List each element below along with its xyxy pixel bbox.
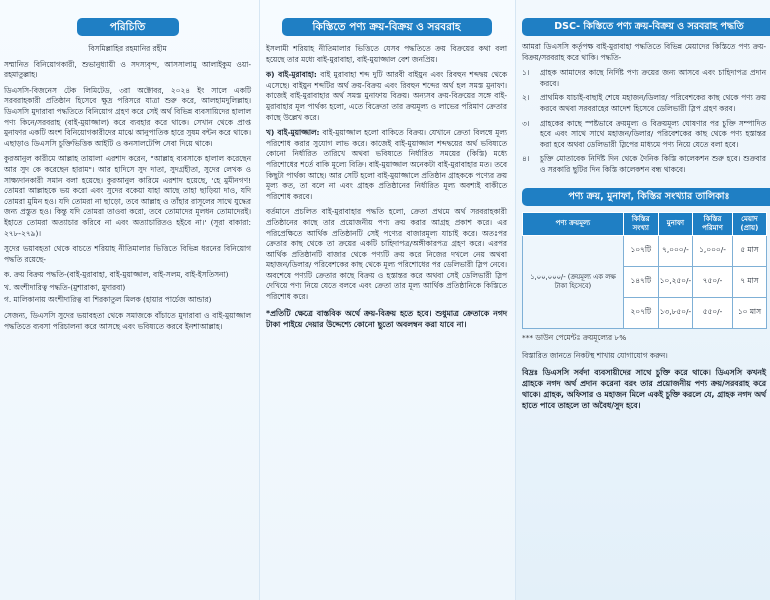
table-cell: ১০,২৫০/-: [658, 266, 693, 297]
dsc-intro: আমরা ডিএসসি কর্তৃপক্ষ বাই-মুরাবাহা পদ্ধতিতে বিভিন্ন মেয়াদের কিস্তিতে পণ্য ক্রয়- বিক্রয়/সরবরাহ করে থাকি। পদ্ধতি-: [522, 42, 766, 62]
important-note: *প্রতিটি ক্ষেত্রে বাস্তবিক অর্থে ক্রয়-বিক্রয় হতে হবে। শুধুমাত্র ক্রেতাকে নগদ টাকা পাইয়ে দেয়ার উদ্দেশ্যে কোনো ছুতো অবলম্বন করা যাবে না।: [266, 308, 507, 329]
method-item: গ. মালিকানায় অংশীদারিত্ব বা শিরকাতুল মিলক (হায়ার পার্চেজ আন্ডার): [4, 295, 212, 305]
process-step: [522, 119, 766, 151]
table-cell: ১৩,৮৫০/-: [658, 297, 693, 328]
table-cell: ১৪৭টি: [623, 266, 658, 297]
murabaha-definition: [266, 70, 507, 123]
step-text: গ্রাহকের কাছে স্পষ্টভাবে ক্রয়মূল্য ও বিক্রয়মূল্য ঘোষণার পর চুক্তি সম্পাদিত হবে এবং সাথে সাথে মহাজন/ডিলার/ পরিবেশকের কাছ থেকে পণ্য হস্তান্তর করা হবে অথবা ডেলিভারী স্লিপের মাধ্যমে পণ্য নিয়ে যেতে বলা হবে।: [540, 118, 766, 149]
greeting: সম্মানিত বিনিয়োগকারী, শুভানুধ্যায়ী ও সদস্যবৃন্দ, আসসালামু আলাইকুম ওয়া- রহমাতুল্লাহ।: [4, 59, 251, 80]
table-row: [523, 235, 767, 266]
step-number: ৪।: [522, 154, 530, 164]
method-item: খ. অংশীদারিত্ব পদ্ধতি-(মুশারাকা, মুদারবা): [4, 282, 126, 292]
closing-text: সেজন্য, ডিএসসি সুদের ভয়াবহতা থেকে সমাজকে বাঁচাতে মুদারাবা ও বাই-মুয়াজ্জাল পদ্ধতিতে ব্যবসা পরিচালনা করে আসছে এবং ভবিষ্যতে করবে ইনশাআল্লাহ।: [4, 311, 251, 331]
section-heading-introduction: পরিচিতি: [77, 18, 179, 36]
table-cell: ১,০০০/-: [693, 235, 733, 266]
process-steps: [522, 68, 766, 175]
murabaha-intro: ইসলামী শরিয়াহ নীতিমালার ভিত্তিতে যেসব পদ্ধতিতে ক্রয় বিক্রয়ের কথা বলা হয়েছে তার মধ্যে বাই-মুরাবাহা, বাই-মুয়াজ্জাল বেশ জনপ্রিয়।: [266, 44, 507, 64]
step-number: ২।: [522, 93, 530, 103]
process-step: [522, 93, 766, 114]
process-step: [522, 68, 766, 89]
company-intro: ডিএসসি-বিজনেস টেক লিমিটেড, ৩রা অক্টোবর, ২০২৪ ইং সালে একটি সরবরাহকারী প্রতিষ্ঠান হিসেবে ক্ষুদ্র পরিসরে যাত্রা শুরু করে, আলহামদুলিল্লাহ। ডিএসসি মুদারাবা পদ্ধতিতে বিনিয়োগ গ্রহণ করে সেই অর্থ বিভিন্ন ব্যবসায়িদের হালাল পণ্য কিনে/সরবরাহ (বাই-মুয়াজ্জাল) করে ব্যবহার করে থাকে। সেখান থেকে প্রাপ্ত মুনাফার একটি অংশ বিনিয়োগকারীদের মাঝে আনুপাতিক হারে সুষম বন্টন করে থাকে। এছাড়াও ডিএসসি চুক্তিভিত্তিক আইটি ও কনসালটেন্সি সেবা দিয়ে থাকে।: [4, 85, 251, 148]
table-header: কিস্তির সংখ্যা: [623, 212, 658, 235]
step-text: চুক্তি মোতাবেক নির্দিষ্ট দিন থেকে দৈনিক কিস্তি কালেকশন শুরু হবে। শুক্রবার ও সরকারি ছুটির দিন কিস্তি কালেকশন বন্ধ থাকবে।: [540, 154, 766, 174]
step-text: প্রাথমিক যাচাই-বাছাই শেষে মহাজন/ডিলার/ পরিবেশকের কাছ থেকে পণ্য ক্রয় করবে অথবা সরবরাহের আদেশ হিসেবে ডেলিভারী স্লিপ গ্রহণ করব।: [540, 93, 766, 113]
current-method-text: বর্তমানে প্রচলিত বাই-মুরাবাহার পদ্ধতি হলো, ক্রেতা প্রথমে অর্থ সরবরাহকারী প্রতিষ্ঠানের কাছে তার প্রয়োজনীয় পণ্য ক্রয় করার আগ্রহ প্রকাশ করে। এর পরিপ্রেক্ষিতে আর্থিক প্রতিষ্ঠানটি সেই পণ্যের বাজারমূল্য যাচাই করে। অতঃপর ক্রেতার কাছ থেকে তা ক্রয়ের একটি চাহিদাপত্র/অঙ্গীকারপত্র গ্রহণ করে। এরপর আর্থিক প্রতিষ্ঠানটি বাজার থেকে পণ্যটি ক্রয় করে নিজের দখলে নেয় অথবা মহাজন/ডিলার/ পরিবেশকের কাছ থেকে মূল্য পরিশোধের পর ডেলিভারী স্লিপ নেবে। অবশেষে পণ্যটি ক্রেতার কাছে বিক্রয় ও হস্তান্তর করে অথবা সেই ডেলিভারী স্লিপ দেখিয়ে পণ্য নিয়ে যেতে বলবে এবং ক্রেতা তার মূল্য আর্থিক প্রতিষ্ঠানিকে কিস্তিতে পরিশোধ করে।: [266, 207, 507, 302]
table-header: মেয়াদ (প্রায়): [732, 212, 766, 235]
table-cell: ৭ মাস: [732, 266, 766, 297]
murabaha-label: ক) বাই-মুরাবাহা:: [266, 70, 317, 80]
muajjal-definition: [266, 128, 507, 202]
table-cell: ১০৭টি: [623, 235, 658, 266]
table-cell: ৫৫০/-: [693, 297, 733, 328]
table-cell: ১০ মাস: [732, 297, 766, 328]
process-step: [522, 154, 766, 175]
table-header: মুনাফা: [658, 212, 693, 235]
quran-quote: কুরআনুল কারীমে আল্লাহ তায়ালা এরশাদ করেন, "আল্লাহ ব্যবসাকে হালাল করেছেন আর সুদ কে করেছেন হারাম"। আর হাদিসে সুদ দাতা, সুদগ্রহীতা, সুদের লেখক ও সাক্ষ্যদানকারী সমান বলা হয়েছে। কুরআনুল কারিমে এরশাদ হয়েছে, 'হে মুমীনগণ! তোমরা আল্লাহকে ভয় করো এবং সুদের বকেয়া যাহা আছে তাহা ছাড়িয়া দাও, যদি তোমরা মুমিন হও। যদি তোমরা না ছাড়ো, তবে আল্লাহ ও তাঁহার রাসূলের সাথে যুদ্ধের জন্য প্রস্তুত হও। কিন্তু যদি তোমরা তাওবা করো, তবে তোমাদের মূলধন তোমাদেরই। ইহাতে তোমরা অত্যাচার করিবে না এবং অত্যাচারিতও হইবে না।' (সূরা বাকারা: ২৭৮-২৭৯)।: [4, 154, 251, 238]
step-text: গ্রাহক আমাদের কাছে নির্দিষ্ট পণ্য ক্রয়ের জন্য আসবে এবং চাহিদাপত্র প্রদান করবে।: [540, 68, 766, 88]
section-heading-dsc-method: DSC- কিস্তিতে পণ্য ক্রয়-বিক্রয় ও সরবরাহ পদ্ধতি: [522, 18, 770, 36]
muajjal-text: বাই-মুয়াজ্জাল হলো বাকিতে বিক্রয়। যেখানে ক্রেতা বিলম্বে মূল্য পরিশোধ করার সুযোগ লাভ করে। কাজেই বাই-মুয়াজ্জাল শব্দদ্বয়ের অর্থ ভবিষ্যতে কোনো নির্ধারিত তারিখে অথবা ভবিষ্যতে নির্ধারিত সময়ের (কিস্তি) মধ্যে পরিশোধের শর্তে বাকি মূল্যে বিক্রি। বাই-মুয়াজ্জাল অনেকটা বাই-মুরাবাহার মত। তবে কিছুটা পার্থক্য আছে। আর সেটি হলো বাই-মুয়াজ্জালে প্রতিষ্ঠান গ্রাহককে পণ্যের ক্রয় মূল্য কত, তা বলে না এবং গ্রাহক প্রতিষ্ঠানের নির্ধারিত মূল্য অবশ্যই বাকীতে পরিশোধ করবে।: [266, 128, 507, 201]
table-header-row: [523, 212, 767, 235]
purchase-price-cell: ১,০০,০০০/- (ক্রয়মূল্য এক লক্ষ টাকা হিসেবে): [523, 235, 624, 328]
murabaha-text: বাই মুরাবাহা শব্দ দুটি আরবী বাইয়ুন এবং রিবহুন শব্দদ্বয় থেকে এসেছে। বাইয়ুন শব্দটির অর্থ ক্রয়-বিক্রয় এবং রিবহুন শব্দের অর্থ হল সমস্ত মুনাফা। কাজেই বাই-মুরাবাহার অর্থ সমস্ত মুনাফায় বিক্রয়। অন্যসব ক্রয়-বিক্রয়ের সঙ্গে বাই-মুরাবাহার মূল পার্থক্য হলো, এতে বিক্রেতা তার ক্রয়মূল্য ও লাভের পরিমাণ ক্রেতার কাছে উল্লেখ করে।: [266, 70, 507, 122]
table-cell: ৭,০০০/-: [658, 235, 693, 266]
table-header: কিস্তির পরিমাণ: [693, 212, 733, 235]
contact-text: বিস্তারিত জানতে নিকটস্থ শাখায় যোগাযোগ করুন।: [522, 351, 668, 361]
muajjal-label: খ) বাই-মুয়াজ্জাল:: [266, 128, 320, 138]
step-number: ১।: [522, 68, 530, 78]
disclaimer-text: বিদ্রঃ ডিএসসি সর্বদা ব্যবসায়ীদের সাথে চুক্তি করে থাকে। ডিএসসি কখনই গ্রাহকে নগদ অর্থ প্রদান করেনা বরং তার প্রয়োজনীয় পণ্য ক্রয়/সরবরাহ করে থাকে। গ্রাহক, অফিসার ও মহাজন মিলে একই চুক্তি করলে যে, গ্রাহক নগদ অর্থ হাতে পাবে তাহলে তা অবৈধ/সুদ হবে।: [522, 367, 766, 410]
table-header: পণ্য ক্রয়মূল্য: [523, 212, 624, 235]
interest-escape-text: সুদের ভয়াবহতা থেকে বাচতে শরিয়াহ নীতিমালার ভিত্তিতে বিভিন্ন ধরনের বিনিয়োগ পদ্ধতি রয়েছে-: [4, 244, 251, 264]
column-introduction: [0, 0, 257, 600]
column-dsc-method: [515, 0, 770, 600]
table-cell: ২০৭টি: [623, 297, 658, 328]
basmala: বিসমিল্লাহির রহমানির রহীম: [88, 44, 167, 53]
section-heading-table: পণ্য ক্রয়, মুনাফা, কিস্তির সংখ্যার তালিকাঃ: [522, 188, 770, 206]
investment-methods-list: [4, 270, 251, 306]
column-installment-trade: [259, 0, 513, 600]
installment-table: [522, 212, 767, 329]
table-cell: ৫ মাস: [732, 235, 766, 266]
method-item: ক. ক্রয় বিক্রয় পদ্ধতি-(বাই-মুরাবাহা, বাই-মুয়াজ্জাল, বাই-সলম, বাই-ইসতিসনা): [4, 270, 229, 280]
section-heading-installment: কিস্তিতে পণ্য ক্রয়-বিক্রয় ও সরবরাহ: [282, 18, 492, 36]
step-number: ৩।: [522, 118, 530, 128]
table-cell: ৭৫০/-: [693, 266, 733, 297]
down-payment-note: *** ডাউন পেমেন্টঃ ক্রয়মূল্যের ৮%: [522, 332, 627, 342]
